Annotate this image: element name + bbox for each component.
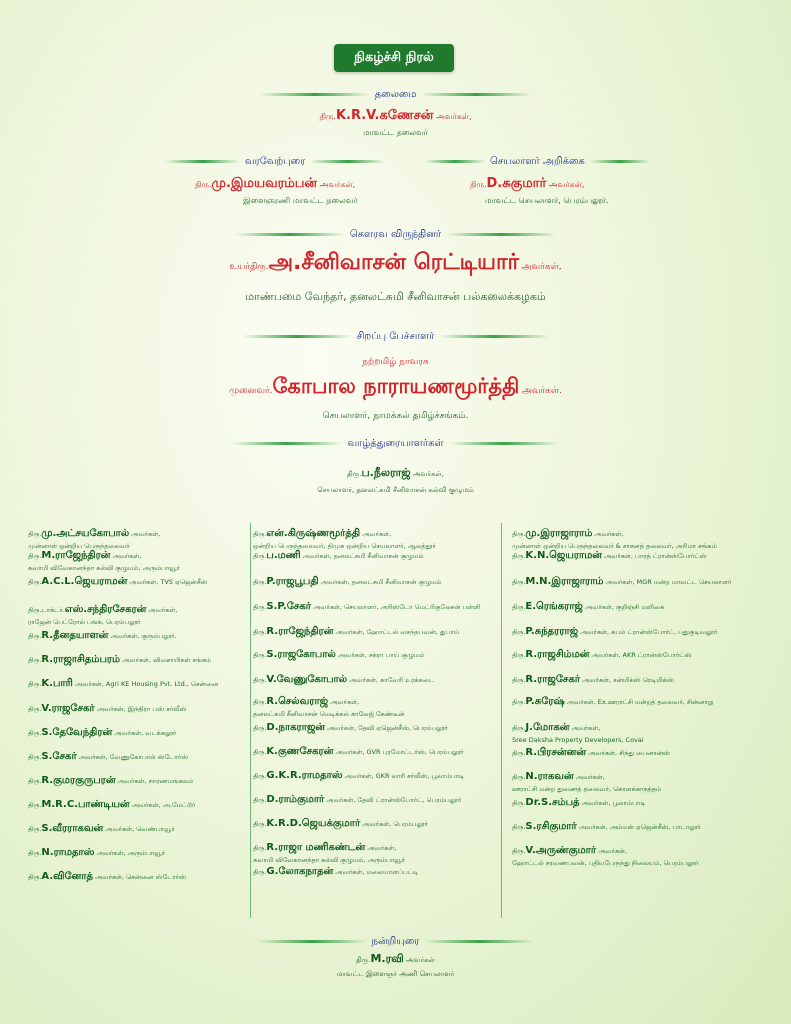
greeter-name: M.N.இராஜாராம் [525, 576, 604, 587]
greeter-entry: திரு.S.ராஜகோபால் அவர்கள், சக்ரா பாய் குழுமம் [253, 649, 425, 660]
greeter-entry: திரு.K.N.ஜெயராமன் அவர்கள், பாரத் ட்ரான்ஸ்போர்ட்ஸ் [512, 550, 707, 561]
presidency-heading: தலைமை [0, 89, 791, 101]
greeter-entry: திரு.M.ராஜேந்திரன் அவர்கள், சுவாமி விவேகானந்தா கல்வி குழுமம், அரும்பாவூர் [28, 550, 181, 572]
greeter-name: A.C.L.ஜெயராமன் [41, 576, 128, 587]
greeter-name: R.ராஜாசிதம்பரம் [41, 654, 121, 665]
greeter-entry: திரு.R.செல்வராஜ் அவர்கள், தனலட்சுமி சீனிவாசன் மெடிக்கல் காலேஜ் கேண்டீன் [253, 696, 405, 718]
greeter-name: A.வினோத் [41, 871, 94, 882]
presidency-name-line: திரு.K.R.V.கணேசன் அவர்கள், [319, 108, 472, 123]
divider [310, 160, 385, 163]
greeter-entry: திரு.P.சுரேஷ் அவர்கள், Ex.ஊராட்சி மன்றத் தலைவர், சின்னாறு [512, 696, 714, 707]
welcome-heading: வரவேற்புரை [165, 156, 385, 168]
thanks-name: M.ரவி [370, 952, 404, 965]
greeter-lead-name: ப.நீலராஜ் [361, 466, 411, 479]
divider [590, 160, 650, 163]
greeter-entry: திரு.S.P.சேகர் அவர்கள், செயலாளர், அரிஸ்டோ மெட்ரிகுலேசன் பள்ளி [253, 601, 481, 612]
greeter-name: M.ராஜேந்திரன் [41, 550, 111, 561]
greeter-name: V.ராஜசேகர் [41, 703, 95, 714]
greeter-name: G.லோகநாதன் [266, 866, 334, 877]
greeter-entry: திரு.R.ராஜசிம்மன் அவர்கள், AKR ட்ரான்ஸ்போர்ட்ஸ் [512, 649, 692, 660]
greeter-name: V.அருண்குமார் [525, 845, 597, 856]
greeter-entry: திரு.J.மோகன் அவர்கள், Sree Daksha Property Developers, Covai [512, 722, 644, 744]
greeter-entry: திரு.ப.மணி அவர்கள், தனலட்சுமி சீனிவாசன் குழுமம் [253, 550, 424, 561]
greeters-heading: வாழ்த்துரையாளர்கள் [0, 438, 791, 450]
greeter-entry: திரு.A.C.L.ஜெயராமன் அவர்கள், TVS ஏஜென்சீஸ் [28, 576, 208, 587]
greeter-entry: திரு.S.தேவேந்திரன் அவர்கள், வடக்கலூர் [28, 727, 177, 738]
greeter-name: என்.கிருஷ்ணமூர்த்தி [266, 528, 361, 539]
special-speaker-name: கோபால நாராயணமூர்த்தி [272, 374, 520, 398]
greeter-name: S.ரசிகுமார் [525, 821, 577, 832]
greeter-entry: திரு.M.N.இராஜாராம் அவர்கள், MGR மன்ற மாவட்ட செயலாளர் [512, 576, 732, 587]
greeter-entry: திரு.S.சேகர் அவர்கள், வேணுகோபால் ஸ்டோர்ஸ் [28, 751, 189, 762]
greeter-entry: திரு.V.அருண்குமார் அவர்கள், ஹோட்டல் சரவணபவன், புதியபேருந்து நிலையம், பெரம்பலூர் [512, 845, 699, 867]
greeter-entry: திரு.S.ரசிகுமார் அவர்கள், அம்மன் ஏஜென்சீஸ், பாடாலூர் [512, 821, 701, 832]
divider [260, 93, 370, 96]
greeter-name: R.ராஜேந்திரன் [266, 626, 334, 637]
divider [446, 233, 556, 236]
greeter-entry: திரு.E.ரெங்கராஜ் அவர்கள், குறிஞ்சி மளிகை [512, 601, 665, 612]
greeter-name: K.N.ஜெயராமன் [525, 550, 602, 561]
greeter-detail: Sree Daksha Property Developers, Covai [512, 736, 644, 744]
greeter-entry: திரு.என்.கிருஷ்ணமூர்த்தி அவர்கள், ஒன்றிய பெருந்தலைவர், திமுக ஒன்றிய செயலாளர், ஆலத்தூர் [253, 528, 436, 550]
greeter-detail: முன்னாள் ஒன்றிய பெருந்தலைவர் & சாசனத் தலைவர், அரிமா சங்கம் [512, 542, 717, 550]
column-divider [250, 523, 251, 918]
guest-name-line: உயர்திரு.அ.சீனிவாசன் ரெட்டியார் அவர்கள், [229, 250, 562, 275]
greeter-entry: திரு.K.R.D.ஜெயக்குமார் அவர்கள், பெரம்பலூர் [253, 818, 428, 829]
thanks-heading: நன்றியுரை [0, 936, 791, 948]
greeter-name: K.பாரி [41, 678, 73, 689]
presidency-name: K.R.V.கணேசன் [335, 108, 434, 123]
secretary-name-line: திரு.D.சுகுமார் அவர்கள், [470, 176, 585, 191]
secretary-name: D.சுகுமார் [486, 176, 547, 191]
welcome-role: இளைஞரணி மாவட்ட தலைவர் [243, 196, 358, 205]
program-banner: நிகழ்ச்சி நிரல் [334, 44, 454, 72]
greeter-name: மு.அட்சயகோபால் [41, 528, 130, 539]
guest-role: மாண்பமை வேந்தர், தனலட்சுமி சீனிவாசன் பல்கலைக்கழகம் [245, 290, 546, 303]
greeter-name: K.குணசேகரன் [266, 746, 334, 757]
greeter-entry: திரு.K.பாரி அவர்கள், Agri KE Housing Pvt. Ltd., சென்னை [28, 678, 219, 689]
greeter-name: V.வேணுகோபால் [266, 674, 348, 685]
greeter-name: P.ராஜபூபதி [266, 576, 319, 587]
greeter-entry: திரு.R.தீனதயாளன் அவர்கள், குரும்பலூர். [28, 630, 177, 641]
greeter-entry: திரு.V.ராஜசேகர் அவர்கள், இந்திரா பஸ் சர்வீஸ் [28, 703, 187, 714]
greeter-entry: திரு.P.சுந்தரராஜ் அவர்கள், சுபம் ட்ரான்ஸ்போர்ட், புதுகுடிவலூர் [512, 626, 718, 637]
special-speaker-role: செயலாளர், நாமக்கல் தமிழ்ச்சங்கம். [322, 411, 469, 421]
greeter-name: N.ராமதாஸ் [41, 847, 95, 858]
greeter-name: R.தீனதயாளன் [41, 630, 109, 641]
greeter-name: E.ரெங்கராஜ் [525, 601, 583, 612]
greeter-name: P.சுந்தரராஜ் [525, 626, 579, 637]
divider [242, 335, 352, 338]
greeter-name: எஸ்.சந்திரசேகரன் [64, 604, 147, 615]
greeter-entry: திரு.Dr.S.சம்பத் அவர்கள், பூலாம்பாடி [512, 797, 646, 808]
special-speaker-title: நற்றமிழ் நாவரசு [362, 357, 429, 367]
greeter-name: ப.மணி [266, 550, 301, 561]
greeter-lead-line: திரு.ப.நீலராஜ் அவர்கள், [347, 466, 444, 479]
divider [449, 442, 559, 445]
greeter-entry: திரு.N.ராகவன் அவர்கள், ஊராட்சி மன்ற துணைத் தலைவர், கொளக்காநத்தம் [512, 771, 662, 793]
divider [235, 233, 345, 236]
greeter-entry: திரு.R.ராஜேந்திரன் அவர்கள், ஹோட்டல் வசந்தபவன், துபாய் [253, 626, 460, 637]
greeter-entry: திரு.S.வீரராகவன் அவர்கள், வெண்பாவூர் [28, 823, 175, 834]
greeter-entry: திரு.டாக்டர்.எஸ்.சந்திரசேகரன் அவர்கள், ராஜேன் பெட்ரோல் பங்க், பெரம்பலூர் [28, 604, 178, 626]
greeter-detail: சுவாமி விவேகானந்தா கல்வி குழுமம், அரும்பாவூர் [253, 856, 406, 864]
greeter-entry: திரு.R.பிரசன்னன் அவர்கள், சிந்து பைனான்ஸ் [512, 747, 671, 758]
guest-name: அ.சீனிவாசன் ரெட்டியார் [268, 250, 519, 275]
secretary-role: மாவட்ட செயலாளர், பெரம்பலூர். [485, 196, 609, 205]
greeter-name: R.ராஜசிம்மன் [525, 649, 590, 660]
greeter-name: R.குமரகுருபரன் [41, 775, 116, 786]
guest-heading: கௌரவ விருந்தினர் [0, 229, 791, 241]
greeter-entry: திரு.P.ராஜபூபதி அவர்கள், தனலட்சுமி சீனிவாசன் குழுமம் [253, 576, 442, 587]
greeter-name: S.வீரராகவன் [41, 823, 104, 834]
greeter-detail: முன்னாள் ஒன்றிய பெருந்தலைவர் [28, 542, 130, 550]
greeter-name: R.பிரசன்னன் [525, 747, 587, 758]
greeter-detail: ராஜேன் பெட்ரோல் பங்க், பெரம்பலூர் [28, 618, 141, 626]
greeter-name: P.சுரேஷ் [525, 696, 565, 707]
divider [257, 940, 367, 943]
divider [424, 940, 534, 943]
greeter-entry: திரு.G.லோகநாதன் அவர்கள், மலையாளப்பட்டி [253, 866, 419, 877]
greeter-name: M.R.C.பாண்டியன் [41, 799, 130, 810]
divider [421, 93, 531, 96]
greeter-entry: திரு.A.வினோத் அவர்கள், சென்னை ஸ்டோர்ஸ் [28, 871, 187, 882]
greeter-entry: திரு.R.ராஜசேகர் அவர்கள், சன்மிக்ஸ் ரெடிமிக்ஸ் [512, 674, 674, 685]
greeter-name: J.மோகன் [525, 722, 570, 733]
greeter-name: K.R.D.ஜெயக்குமார் [266, 818, 361, 829]
greeter-lead-role: செயலாளர், தனலட்சுமி சீனிவாசன் கல்வி குழுமம் [317, 486, 474, 494]
secretary-report-heading: செயலாளர் அறிக்கை [425, 156, 650, 168]
greeter-name: N.ராகவன் [525, 771, 574, 782]
divider [232, 442, 342, 445]
divider [425, 160, 485, 163]
greeter-entry: திரு.M.R.C.பாண்டியன் அவர்கள், அ.மேட்டூர் [28, 799, 196, 810]
greeter-name: G.K.R.ராமதாஸ் [266, 770, 343, 781]
greeter-entry: திரு.மு.இராஜாராம் அவர்கள், முன்னாள் ஒன்றிய பெருந்தலைவர் & சாசனத் தலைவர், அரிமா சங்கம் [512, 528, 717, 550]
greeter-name: S.P.சேகர் [266, 601, 311, 612]
thanks-role: மாவட்ட இளைஞர் அணி செயலாளர் [336, 970, 455, 978]
greeter-entry: திரு.N.ராமதாஸ் அவர்கள், அரும்பாவூர் [28, 847, 166, 858]
greeter-name: D.ராம்குமார் [266, 794, 325, 805]
greeter-name: R.செல்வராஜ் [266, 696, 329, 707]
greeter-name: மு.இராஜாராம் [525, 528, 593, 539]
column-divider [501, 523, 502, 918]
greeter-detail: ஊராட்சி மன்ற துணைத் தலைவர், கொளக்காநத்தம் [512, 785, 662, 793]
greeter-entry: திரு.மு.அட்சயகோபால் அவர்கள், முன்னாள் ஒன்றிய பெருந்தலைவர் [28, 528, 161, 550]
greeter-detail: சுவாமி விவேகானந்தா கல்வி குழுமம், அரும்பாவூர் [28, 564, 181, 572]
greeter-entry: திரு.D.ராம்குமார் அவர்கள், தேவி ட்ரான்ஸ்போர்ட், பெரம்பலூர் [253, 794, 462, 805]
greeter-detail: ஹோட்டல் சரவணபவன், புதியபேருந்து நிலையம், பெரம்பலூர் [512, 859, 699, 867]
greeter-entry: திரு.R.குமரகுருபரன் அவர்கள், நாரணமங்கலம் [28, 775, 194, 786]
greeter-entry: திரு.V.வேணுகோபால் அவர்கள், காவேரி உரக்கடை [253, 674, 435, 685]
greeter-entry: திரு.K.குணசேகரன் அவர்கள், GVR புரமோட்டர்ஸ், பெரம்பலூர் [253, 746, 464, 757]
greeter-detail: தனலட்சுமி சீனிவாசன் மெடிக்கல் காலேஜ் கேண்டீன் [253, 710, 405, 718]
divider [165, 160, 240, 163]
welcome-name-line: திரு.மு.இமயவரம்பன் அவர்கள், [195, 176, 356, 191]
greeter-name: R.ராஜா மணிகண்டன் [266, 842, 366, 853]
special-speaker-name-line: முனைவர்.கோபால நாராயணமூர்த்தி அவர்கள். [229, 374, 562, 398]
greeter-entry: திரு.D.நாகராஜன் அவர்கள், தேவி ஏஜென்சீஸ், பெரம்பலூர் [253, 722, 448, 733]
greeter-entry: திரு.R.ராஜா மணிகண்டன் அவர்கள், சுவாமி விவேகானந்தா கல்வி குழுமம், அரும்பாவூர் [253, 842, 406, 864]
thanks-name-line: திரு.M.ரவி அவர்கள் [356, 952, 435, 965]
special-speaker-heading: சிறப்பு பேச்சாளர் [0, 331, 791, 343]
presidency-role: மாவட்ட தலைவர் [363, 128, 428, 137]
greeter-name: S.ராஜகோபால் [266, 649, 336, 660]
divider [439, 335, 549, 338]
greeter-entry: திரு.R.ராஜாசிதம்பரம் அவர்கள், விவசாயிகள் சங்கம் [28, 654, 212, 665]
greeter-name: R.ராஜசேகர் [525, 674, 581, 685]
greeter-name: Dr.S.சம்பத் [525, 797, 580, 808]
greeter-name: S.சேகர் [41, 751, 77, 762]
welcome-name: மு.இமயவரம்பன் [211, 176, 318, 191]
greeter-name: D.நாகராஜன் [266, 722, 325, 733]
greeter-name: S.தேவேந்திரன் [41, 727, 113, 738]
greeter-entry: திரு.G.K.R.ராமதாஸ் அவர்கள், GKR லாரி சர்வீஸ், பூலாம்பாடி [253, 770, 465, 781]
greeter-detail: ஒன்றிய பெருந்தலைவர், திமுக ஒன்றிய செயலாளர், ஆலத்தூர் [253, 542, 436, 550]
